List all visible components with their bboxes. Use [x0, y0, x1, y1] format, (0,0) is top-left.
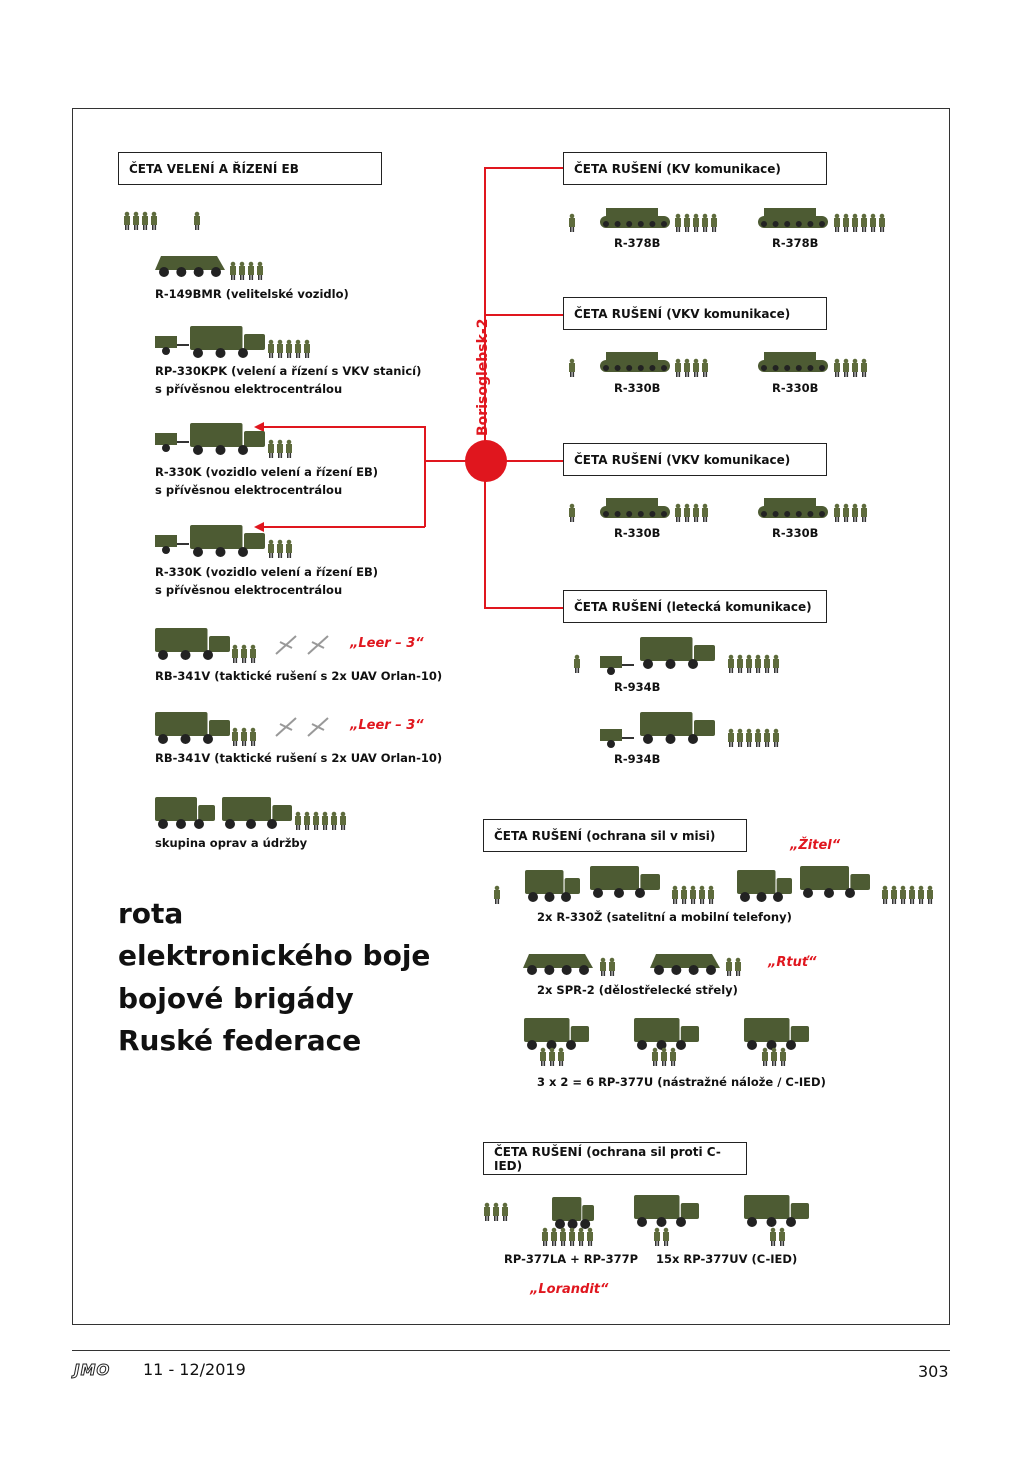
title-line-2: elektronického boje	[118, 939, 431, 972]
heading-cied: ČETA RUŠENÍ (ochrana sil proti C-IED)	[483, 1142, 747, 1175]
footer-rule	[72, 1350, 950, 1351]
borisoglebsk-hub	[465, 440, 507, 482]
arrow-head-b	[254, 522, 264, 532]
label-r330k-a: R-330K (vozidlo velení a řízení EB)	[155, 465, 378, 479]
connector-kv	[484, 167, 563, 169]
label-spr2: 2x SPR-2 (dělostřelecké střely)	[537, 983, 738, 997]
label-r330z: 2x R-330Ž (satelitní a mobilní telefony)	[537, 910, 792, 924]
heading-letecka: ČETA RUŠENÍ (letecká komunikace)	[563, 590, 827, 623]
heading-mise: ČETA RUŠENÍ (ochrana sil v misi)	[483, 819, 747, 852]
heading-velitelstvi: ČETA VELENÍ A ŘÍZENÍ EB	[118, 152, 382, 185]
page-number: 303	[918, 1362, 949, 1381]
name-leer-a: „Leer – 3“	[350, 636, 424, 651]
label-rp330kpk-2: s přívěsnou elektrocentrálou	[155, 382, 343, 396]
label-r934b-2: R-934B	[614, 752, 661, 766]
label-r378b-1: R-378B	[614, 236, 661, 250]
heading-kv: ČETA RUŠENÍ (KV komunikace)	[563, 152, 827, 185]
label-r330b-2: R-330B	[772, 381, 819, 395]
label-r378b-2: R-378B	[772, 236, 819, 250]
arrow-line-b	[262, 526, 425, 528]
label-r330k-a-2: s přívěsnou elektrocentrálou	[155, 483, 343, 497]
label-rp377uv: 15x RP-377UV (C-IED)	[656, 1252, 798, 1266]
label-r330b-4: R-330B	[772, 526, 819, 540]
label-rb341v-b: RB-341V (taktické rušení s 2x UAV Orlan-10)	[155, 751, 443, 765]
connector-vkv-1	[484, 314, 563, 316]
name-rtut: „Rtuť“	[768, 955, 817, 970]
label-r330k-b: R-330K (vozidlo velení a řízení EB)	[155, 565, 378, 579]
arrow-line-a	[262, 426, 425, 428]
heading-vkv-1: ČETA RUŠENÍ (VKV komunikace)	[563, 297, 827, 330]
label-rp330kpk: RP-330KPK (velení a řízení s VKV stanicí)	[155, 364, 422, 378]
label-r330b-3: R-330B	[614, 526, 661, 540]
issue-number: 11 - 12/2019	[143, 1360, 246, 1379]
label-rp377u: 3 x 2 = 6 RP-377U (nástražné nálože / C-IED)	[537, 1075, 826, 1089]
label-r934b-1: R-934B	[614, 680, 661, 694]
label-r330k-b-2: s přívěsnou elektrocentrálou	[155, 583, 343, 597]
label-rp377la: RP-377LA + RP-377P	[504, 1252, 639, 1266]
label-oprav: skupina oprav a údržby	[155, 836, 308, 850]
label-rb341v-a: RB-341V (taktické rušení s 2x UAV Orlan-10)	[155, 669, 443, 683]
heading-vkv-2: ČETA RUŠENÍ (VKV komunikace)	[563, 443, 827, 476]
journal-logo: JMO	[74, 1361, 111, 1379]
label-r149bmr: R-149BMR (velitelské vozidlo)	[155, 287, 349, 301]
name-leer-b: „Leer – 3“	[350, 718, 424, 733]
title-line-1: rota	[118, 897, 184, 930]
title-line-3: bojové brigády	[118, 982, 354, 1015]
borisoglebsk-label: Borisoglebsk-2	[475, 318, 491, 436]
title-line-4: Ruské federace	[118, 1024, 362, 1057]
name-lorandit: „Lorandit“	[530, 1282, 609, 1297]
name-zitel: „Žitel“	[790, 838, 841, 853]
connector-letecka	[484, 607, 563, 609]
label-r330b-1: R-330B	[614, 381, 661, 395]
arrow-head-a	[254, 422, 264, 432]
connector-left-vertical	[424, 426, 426, 527]
